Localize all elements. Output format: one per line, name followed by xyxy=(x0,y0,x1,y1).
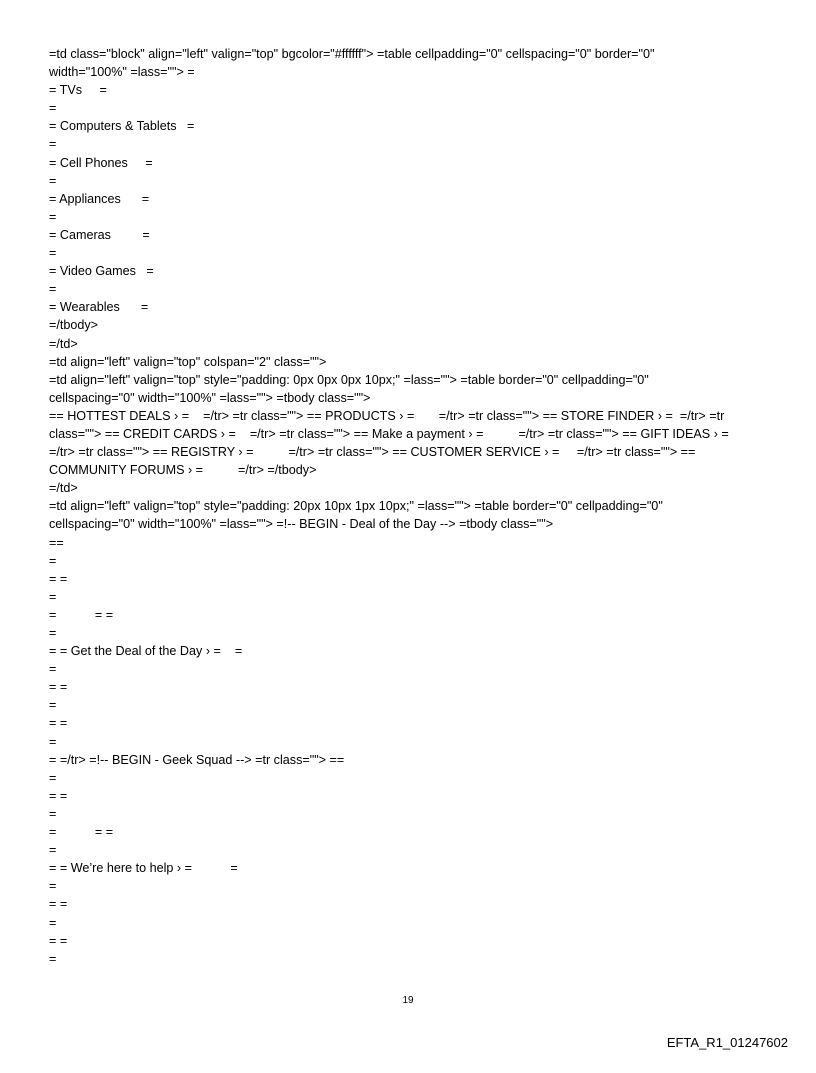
text-line: = = xyxy=(49,897,68,912)
text-line: = Computers & Tablets = xyxy=(49,119,195,134)
text-line: =/tr> =tr class=""> == REGISTRY › = =/tr> =tr class=""> == CUSTOMER SERVICE › = =/tr> =tr class=""> == xyxy=(49,445,696,460)
text-line: = = Get the Deal of the Day › = = xyxy=(49,644,243,659)
text-line: =/td> xyxy=(49,481,78,496)
text-line: = xyxy=(49,915,57,930)
text-line: = =/tr> =!-- BEGIN - Geek Squad --> =tr class=""> == xyxy=(49,752,345,767)
bates-number: EFTA_R1_01247602 xyxy=(666,1035,788,1050)
page-number: 19 xyxy=(402,995,414,1006)
text-line: = xyxy=(49,806,57,821)
text-line: = Wearables = xyxy=(49,300,149,315)
text-line: = xyxy=(49,698,57,713)
text-line: = xyxy=(49,879,57,894)
text-line: = xyxy=(49,843,57,858)
document-body xyxy=(49,45,769,968)
text-line: =/tbody> xyxy=(49,318,99,333)
text-line: = = xyxy=(49,933,68,948)
text-line: = = xyxy=(49,680,68,695)
text-line: = Video Games = xyxy=(49,264,154,279)
text-line: = xyxy=(49,951,57,966)
text-line: = xyxy=(49,553,57,568)
text-line: = xyxy=(49,137,57,152)
text-line: = = xyxy=(49,571,68,586)
text-line: =td align="left" valign="top" style="padding: 20px 10px 1px 10px;" =lass=""> =table border="0" cellpadding="0" xyxy=(49,499,663,514)
text-line: = xyxy=(49,209,57,224)
text-line: = TVs = xyxy=(49,83,107,98)
text-line: = xyxy=(49,589,57,604)
text-line: = xyxy=(49,173,57,188)
text-line: = = = xyxy=(49,825,114,840)
text-line: = xyxy=(49,734,57,749)
text-line: COMMUNITY FORUMS › = =/tr> =/tbody> xyxy=(49,463,317,478)
text-line: = = xyxy=(49,788,68,803)
text-line: width="100%" =lass=""> = xyxy=(49,65,195,80)
text-line: cellspacing="0" width="100%" =lass=""> =!-- BEGIN - Deal of the Day --> =tbody class=""> xyxy=(49,517,554,532)
text-line: = xyxy=(49,662,57,677)
text-line: =td align="left" valign="top" colspan="2" class=""> xyxy=(49,354,327,369)
text-line: = = xyxy=(49,716,68,731)
text-line: =td class="block" align="left" valign="top" bgcolor="#ffffff"> =table cellpadding="0" cellspacing="0" border="0" xyxy=(49,47,655,61)
text-line: == xyxy=(49,535,64,550)
text-line: = xyxy=(49,282,57,297)
text-line: = Appliances = xyxy=(49,191,150,206)
text-line: = Cell Phones = xyxy=(49,155,153,170)
text-line: = xyxy=(49,626,57,640)
text-line: = Cameras = xyxy=(49,227,150,242)
text-line: = xyxy=(49,101,57,116)
text-line: = = We’re here to help › = = xyxy=(49,861,238,876)
text-line: =/td> xyxy=(49,336,78,351)
text-line: = = = xyxy=(49,607,114,622)
text-line: cellspacing="0" width="100%" =lass=""> =tbody class=""> xyxy=(49,390,371,405)
text-line: class=""> == CREDIT CARDS › = =/tr> =tr class=""> == Make a payment › = =/tr> =tr class=""> == GIFT IDEAS › = xyxy=(49,426,729,441)
text-line: = xyxy=(49,246,57,261)
text-line: = xyxy=(49,770,57,785)
text-line: =td align="left" valign="top" style="padding: 0px 0px 0px 10px;" =lass=""> =table border="0" cellpadding="0" xyxy=(49,372,649,387)
text-line: == HOTTEST DEALS › = =/tr> =tr class=""> == PRODUCTS › = =/tr> =tr class=""> == STORE FINDER › = =/tr> =tr xyxy=(49,408,725,423)
